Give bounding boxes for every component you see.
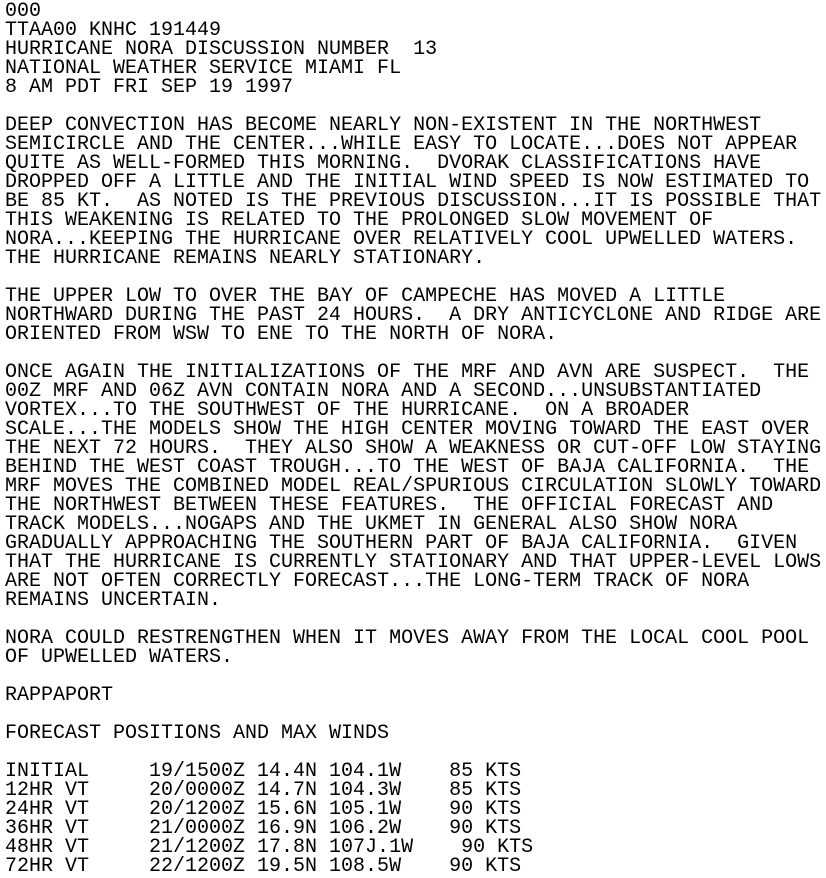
issuing-office: NATIONAL WEATHER SERVICE MIAMI FL <box>5 57 402 80</box>
document-title: HURRICANE NORA DISCUSSION NUMBER 13 <box>5 38 438 61</box>
text-line: THE HURRICANE REMAINS NEARLY STATIONARY. <box>5 247 486 270</box>
text-line: VORTEX...TO THE SOUTHWEST OF THE HURRICANE. ON A BROADER <box>5 399 690 422</box>
text-line: ONCE AGAIN THE INITIALIZATIONS OF THE MRF AND AVN ARE SUSPECT. THE <box>5 361 810 384</box>
text-line: THAT THE HURRICANE IS CURRENTLY STATIONARY AND THAT UPPER-LEVEL LOWS <box>5 551 822 574</box>
header-wmo-id: TTAA00 KNHC 191449 <box>5 19 222 42</box>
text-line: MRF MOVES THE COMBINED MODEL REAL/SPURIOUS CIRCULATION SLOWLY TOWARD <box>5 475 822 498</box>
text-line: NORA...KEEPING THE HURRICANE OVER RELATIVELY COOL UPWELLED WATERS. <box>5 228 798 251</box>
blank-line <box>5 667 826 686</box>
paragraph-convection <box>5 116 826 268</box>
text-line: ORIENTED FROM WSW TO ENE TO THE NORTH OF NORA. <box>5 323 558 346</box>
text-line: DEEP CONVECTION HAS BECOME NEARLY NON-EXISTENT IN THE NORTHWEST <box>5 114 762 137</box>
forecast-heading: FORECAST POSITIONS AND MAX WINDS <box>5 722 390 745</box>
text-line: NORTHWARD DURING THE PAST 24 HOURS. A DRY ANTICYCLONE AND RIDGE ARE <box>5 304 822 327</box>
paragraph-models <box>5 363 826 610</box>
header-code: 000 <box>5 0 42 23</box>
forecast-row: 24HR VT 20/1200Z 15.6N 105.1W 90 KTS <box>5 798 522 821</box>
forecast-table <box>5 762 826 876</box>
forecast-row: 12HR VT 20/0000Z 14.7N 104.3W 85 KTS <box>5 779 522 802</box>
text-line: ARE NOT OFTEN CORRECTLY FORECAST...THE LONG-TERM TRACK OF NORA <box>5 570 750 593</box>
text-line: THE UPPER LOW TO OVER THE BAY OF CAMPECHE HAS MOVED A LITTLE <box>5 285 726 308</box>
forecast-row: 36HR VT 21/0000Z 16.9N 106.2W 90 KTS <box>5 817 522 840</box>
text-line: SEMICIRCLE AND THE CENTER...WHILE EASY TO LOCATE...DOES NOT APPEAR <box>5 133 798 156</box>
text-line: QUITE AS WELL-FORMED THIS MORNING. DVORAK CLASSIFICATIONS HAVE <box>5 152 762 175</box>
text-line: DROPPED OFF A LITTLE AND THE INITIAL WIND SPEED IS NOW ESTIMATED TO <box>5 171 810 194</box>
text-line: THIS WEAKENING IS RELATED TO THE PROLONGED SLOW MOVEMENT OF <box>5 209 714 232</box>
text-line: NORA COULD RESTRENGTHEN WHEN IT MOVES AWAY FROM THE LOCAL COOL POOL <box>5 627 810 650</box>
text-line: THE NEXT 72 HOURS. THEY ALSO SHOW A WEAKNESS OR CUT-OFF LOW STAYING <box>5 437 822 460</box>
text-line: SCALE...THE MODELS SHOW THE HIGH CENTER MOVING TOWARD THE EAST OVER <box>5 418 810 441</box>
forecast-row: 72HR VT 22/1200Z 19.5N 108.5W 90 KTS <box>5 855 522 878</box>
paragraph-upper-low <box>5 287 826 344</box>
paragraph-restrengthen <box>5 629 826 667</box>
text-line: REMAINS UNCERTAIN. <box>5 589 222 612</box>
text-line: BEHIND THE WEST COAST TROUGH...TO THE WEST OF BAJA CALIFORNIA. THE <box>5 456 810 479</box>
text-line: GRADUALLY APPROACHING THE SOUTHERN PART OF BAJA CALIFORNIA. GIVEN <box>5 532 798 555</box>
forecast-row: 48HR VT 21/1200Z 17.8N 107J.1W 90 KTS <box>5 836 534 859</box>
forecast-row: INITIAL 19/1500Z 14.4N 104.1W 85 KTS <box>5 760 522 783</box>
text-line: THE NORTHWEST BETWEEN THESE FEATURES. THE OFFICIAL FORECAST AND <box>5 494 774 517</box>
text-line: TRACK MODELS...NOGAPS AND THE UKMET IN GENERAL ALSO SHOW NORA <box>5 513 738 536</box>
issue-datetime: 8 AM PDT FRI SEP 19 1997 <box>5 76 294 99</box>
forecaster-signature: RAPPAPORT <box>5 684 114 707</box>
text-line: OF UPWELLED WATERS. <box>5 646 234 669</box>
text-line: 00Z MRF AND 06Z AVN CONTAIN NORA AND A SECOND...UNSUBSTANTIATED <box>5 380 762 403</box>
text-line: BE 85 KT. AS NOTED IS THE PREVIOUS DISCUSSION...IT IS POSSIBLE THAT <box>5 190 822 213</box>
